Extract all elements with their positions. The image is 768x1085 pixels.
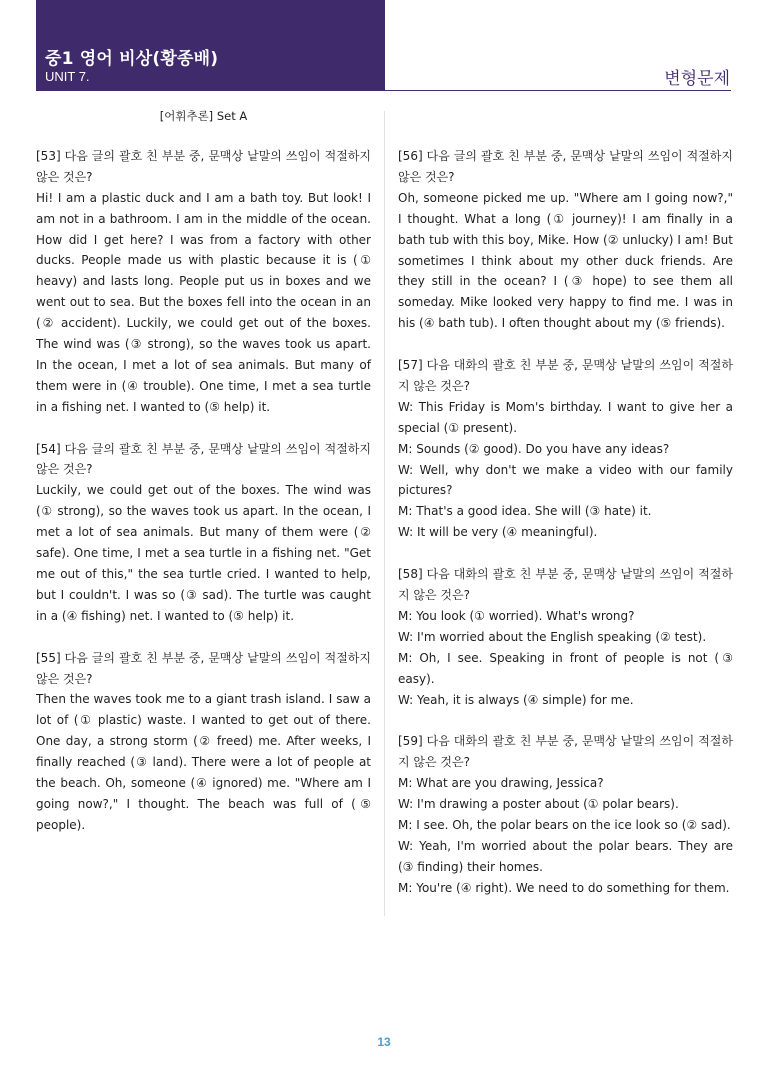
header-rule [385, 90, 731, 91]
section-label: 변형문제 [664, 69, 730, 89]
dialogue-line: M: You're (④ right). We need to do something for them. [398, 880, 730, 895]
dialogue-line: W: Well, why don't we make a video with our family pictures? [398, 462, 733, 498]
question-56 [398, 146, 733, 334]
dialogue-line: M: I see. Oh, the polar bears on the ice look so (② sad). [398, 817, 731, 832]
right-column [398, 106, 733, 919]
dialogue-line: W: It will be very (④ meaningful). [398, 525, 598, 540]
dialogue-line: W: Yeah, it is always (④ simple) for me. [398, 692, 634, 707]
dialogue-line: M: What are you drawing, Jessica? [398, 776, 604, 791]
dialogue-line: M: Sounds (② good). Do you have any ideas? [398, 441, 670, 456]
dialogue-line: W: This Friday is Mom's birthday. I want to give her a special (① present). [398, 399, 733, 435]
question-stem: [57] 다음 대화의 괄호 친 부분 중, 문맥상 낱말의 쓰임이 적절하지 않은 것은? [398, 358, 733, 393]
dialogue-line: W: I'm drawing a poster about (① polar bears). [398, 797, 679, 812]
question-57 [398, 355, 733, 543]
column-divider [384, 111, 385, 916]
dialogue-line: M: Oh, I see. Speaking in front of people is not (③ easy). [398, 650, 733, 686]
question-stem: [59] 다음 대화의 괄호 친 부분 중, 문맥상 낱말의 쓰임이 적절하지 않은 것은? [398, 734, 733, 770]
question-stem: [56] 다음 글의 괄호 친 부분 중, 문맥상 낱말의 쓰임이 적절하지 않은 것은? [398, 149, 733, 184]
question-body: Luckily, we could get out of the boxes. The wind was (① strong), so the waves took us apart. In the ocean, I met a lot of sea animals. But many of them were (② safe). One time, I met a sea turtle in a fishing net. "Get me out of this," the sea turtle cried. I wanted to help, but I couldn't. I was so (③ sad). The turtle was caught in a (④ fishing) net. I wanted to (⑤ help) it. [36, 483, 371, 623]
header-unit: UNIT 7. [45, 69, 90, 84]
question-stem: [58] 다음 대화의 괄호 친 부분 중, 문맥상 낱말의 쓰임이 적절하지 않은 것은? [398, 567, 733, 602]
question-stem: [54] 다음 글의 괄호 친 부분 중, 문맥상 낱말의 쓰임이 적절하지 않은 것은? [36, 441, 371, 477]
dialogue-line: M: You look (① worried). What's wrong? [398, 608, 635, 623]
header-title: 중1 영어 비상(황종배) [45, 49, 219, 69]
question-55 [36, 648, 371, 836]
question-stem: [53] 다음 글의 괄호 친 부분 중, 문맥상 낱말의 쓰임이 적절하지 않은 것은? [36, 148, 371, 184]
question-58 [398, 564, 733, 710]
left-column [36, 106, 371, 857]
question-body: Then the waves took me to a giant trash island. I saw a lot of (① plastic) waste. I wanted to get out of there. One day, a strong storm (② freed) me. After weeks, I finally reached (③ land). There were a lot of people at the beach. Oh, someone (④ ignored) me. "Where am I going now?," I thought. The beach was full of (⑤ people). [36, 692, 371, 832]
dialogue-line: M: That's a good idea. She will (③ hate) it. [398, 504, 652, 519]
set-label: [어휘추론] Set A [159, 109, 248, 123]
dialogue-line: W: Yeah, I'm worried about the polar bears. They are (③ finding) their homes. [398, 838, 733, 874]
question-body: Hi! I am a plastic duck and I am a bath toy. But look! I am not in a bathroom. I am in the middle of the ocean. How did I get here? I was from a factory with other ducks. People made us with plastic because it is (① heavy) and lasts long. People put us in boxes and we went out to sea. But the boxes fell into the ocean in an (② accident). Luckily, we could get out of the boxes. The wind was (③ strong), so the waves took us apart. In the ocean, I met a lot of sea animals. But many of them were in (④ trouble). One time, I met a sea turtle in a fishing net. I wanted to (⑤ help) it. [36, 190, 371, 414]
question-body: Oh, someone picked me up. "Where am I going now?," I thought. What a long (① journey)! I am finally in a bath tub with this boy, Mike. How (② unlucky) I am! But sometimes I think about my other duck friends. Are they still in the ocean? I (③ hope) to see them all someday. Mike looked very happy to find me. I was in his (④ bath tub). I often thought about my (⑤ friends). [398, 190, 733, 331]
question-53 [36, 146, 371, 418]
question-54 [36, 439, 371, 627]
question-59 [398, 731, 733, 898]
dialogue-line: W: I'm worried about the English speaking (② test). [398, 629, 707, 644]
question-stem: [55] 다음 글의 괄호 친 부분 중, 문맥상 낱말의 쓰임이 적절하지 않은 것은? [36, 650, 371, 686]
page-number: 13 [377, 1035, 391, 1049]
